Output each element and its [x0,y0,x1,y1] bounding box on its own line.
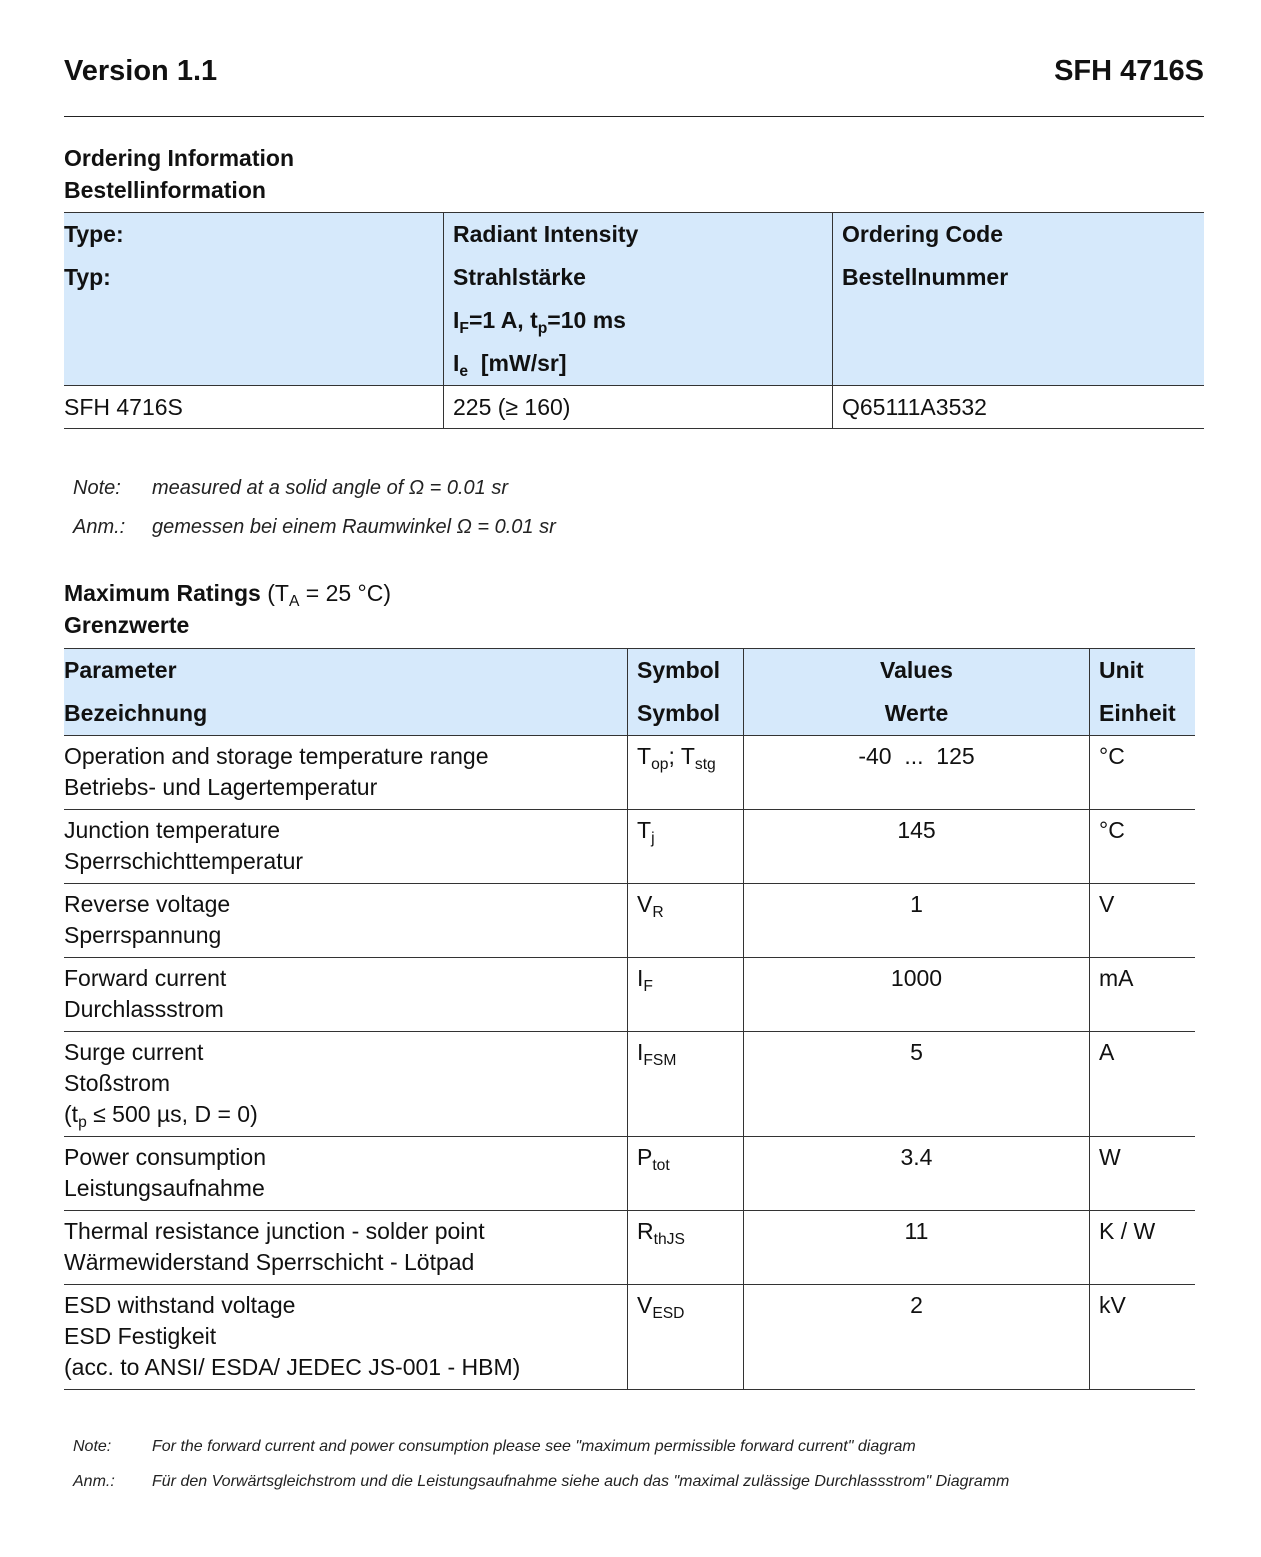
cell-parameter: Power consumption Leistungsaufnahme [64,1137,628,1211]
col-parameter-en: Parameter [64,657,177,683]
ratings-header-row [64,649,1195,736]
table-row [64,810,1195,884]
ordering-title: Ordering Information [64,145,294,171]
table-row [64,736,1195,810]
cell-symbol: $V_R$ [628,884,744,958]
col-parameter-de: Bezeichnung [64,700,208,726]
cell-symbol: $T_{op}$; $T_{stg}$ [628,736,744,810]
note-label: Note: [73,477,121,499]
footnote-text: For the forward current and power consumption please see "maximum permissible forward current" diagram [152,1438,916,1455]
cell-symbol: $I_{FSM}$ [628,1032,744,1137]
col-unit-header [1090,649,1196,736]
ratings-title: Maximum Ratings ($T_A = 25$ °C) [64,580,392,610]
cell-intensity: 225 (≥ 160) [444,386,833,429]
cell-symbol: $R_{thJS}$ [628,1211,744,1285]
cell-unit: °C [1090,736,1196,810]
col-values-header [744,649,1090,736]
ordering-header-row [64,213,1204,386]
col-intensity-en: Radiant Intensity [453,221,639,247]
cell-value: 145 [744,810,1090,884]
table-row [64,1032,1195,1137]
note-label-de: Anm.: [73,516,126,538]
table-row [64,386,1204,429]
cell-symbol: $I_F$ [628,958,744,1032]
col-intensity-condition: $I_F=1$ A, $t_p=10$ ms [453,307,626,337]
col-parameter-header [64,649,628,736]
cell-unit: °C [1090,810,1196,884]
cell-unit: kV [1090,1285,1196,1390]
col-code-de: Bestellnummer [842,264,1009,290]
cell-value: 1000 [744,958,1090,1032]
cell-parameter: Junction temperature Sperrschichttemperatur [64,810,628,884]
footnote-label: Note: [73,1438,112,1455]
note-text: measured at a solid angle of Ω = 0.01 sr [152,477,508,499]
version-label: Version 1.1 [64,55,218,87]
table-row [64,958,1195,1032]
cell-code: Q65111A3532 [833,386,1205,429]
col-symbol-en: Symbol [637,657,721,683]
cell-unit: K / W [1090,1211,1196,1285]
ratings-table [64,648,1195,1390]
cell-parameter: ESD withstand voltage ESD Festigkeit (acc. to ANSI/ ESDA/ JEDEC JS-001 - HBM) [64,1285,628,1390]
cell-value: 2 [744,1285,1090,1390]
cell-value: 5 [744,1032,1090,1137]
ordering-title-de: Bestellinformation [64,177,266,203]
note-text-de: gemessen bei einem Raumwinkel Ω = 0.01 sr [152,516,556,538]
cell-unit: W [1090,1137,1196,1211]
col-symbol-de: Symbol [637,700,721,726]
col-intensity-header [444,213,833,386]
col-intensity-de: Strahlstärke [453,264,586,290]
cell-value: 1 [744,884,1090,958]
cell-parameter: Thermal resistance junction - solder point Wärmewiderstand Sperrschicht - Lötpad [64,1211,628,1285]
col-values-en: Values [880,657,953,683]
cell-value: 3.4 [744,1137,1090,1211]
cell-parameter: Operation and storage temperature range Betriebs- und Lagertemperatur [64,736,628,810]
ratings-condition: ($T_A = 25$ °C) [267,580,392,610]
col-unit-en: Unit [1099,657,1144,683]
cell-unit: A [1090,1032,1196,1137]
cell-unit: V [1090,884,1196,958]
col-symbol-header [628,649,744,736]
col-intensity-unit: $I_e$ [mW/sr] [453,350,567,380]
cell-symbol: $V_{ESD}$ [628,1285,744,1390]
cell-unit: mA [1090,958,1196,1032]
cell-parameter: Surge current Stoßstrom ($t_p \le 500$ µs, D = 0) [64,1032,628,1137]
cell-symbol: $T_j$ [628,810,744,884]
ratings-title-de: Grenzwerte [64,612,190,638]
col-type-en: Type: [64,221,124,247]
table-row [64,1211,1195,1285]
col-unit-de: Einheit [1099,700,1176,726]
col-type-header [64,213,444,386]
table-row [64,1137,1195,1211]
cell-value: -40 ... 125 [744,736,1090,810]
col-code-header [833,213,1205,386]
cell-parameter: Reverse voltage Sperrspannung [64,884,628,958]
col-code-en: Ordering Code [842,221,1004,247]
footnote-text-de: Für den Vorwärtsgleichstrom und die Leistungsaufnahme siehe auch das "maximal zulässige Durchlassstrom" Diagramm [152,1473,1010,1490]
table-row [64,1285,1195,1390]
part-number: SFH 4716S [1054,55,1204,87]
cell-symbol: $P_{tot}$ [628,1137,744,1211]
cell-value: 11 [744,1211,1090,1285]
ordering-table [64,212,1204,429]
col-type-de: Typ: [64,264,111,290]
header-divider [64,116,1204,117]
footnote-label-de: Anm.: [73,1473,115,1490]
cell-type: SFH 4716S [64,386,444,429]
col-values-de: Werte [884,700,949,726]
table-row [64,884,1195,958]
cell-parameter: Forward current Durchlassstrom [64,958,628,1032]
